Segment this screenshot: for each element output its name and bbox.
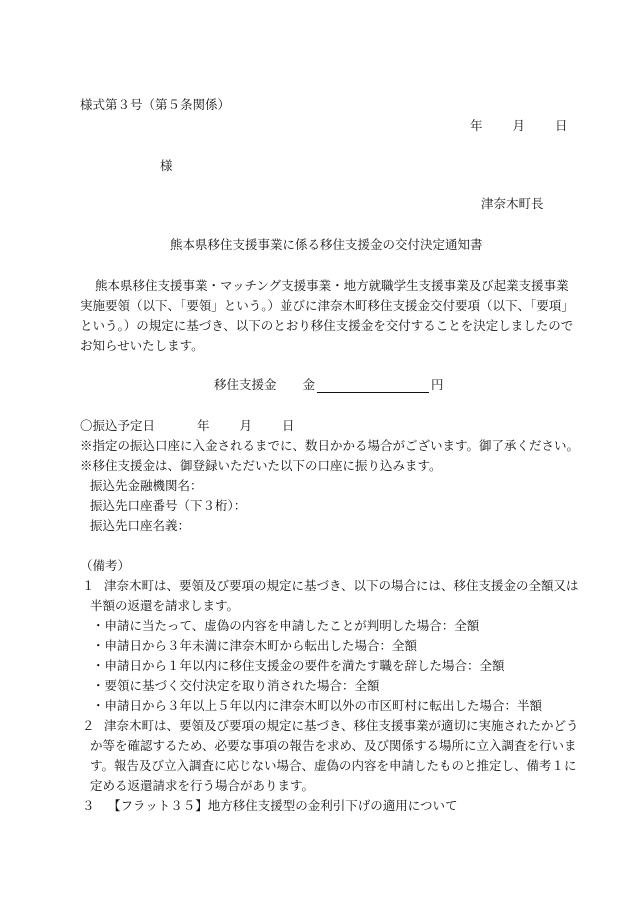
transfer-note: ※指定の振込口座に入金されるまでに、数日かかる場合がございます。御了承ください。 — [80, 438, 580, 453]
remark-text: す。報告及び立入調査に応じない場合、虚偽の内容を申請したものと推定し、備考１に — [90, 758, 577, 773]
remarks-heading: （備考） — [80, 558, 131, 573]
remark-text: 定める返還請求を行う場合があります。 — [90, 778, 315, 793]
date-day: 日 — [555, 118, 568, 133]
remark-text: 半額の返還を請求します。 — [90, 598, 240, 613]
body-line: 実施要領（以下、「要領」という。）並びに津奈木町移住支援金交付要項（以下、「要項」 — [80, 298, 574, 313]
date-month: 月 — [512, 118, 526, 133]
transfer-date-line — [80, 418, 295, 434]
body-line: 熊本県移住支援事業・マッチング支援事業・地方就職学生支援事業及び起業支援事業 — [95, 278, 569, 293]
document-title: 熊本県移住支援事業に係る移住支援金の交付決定通知書 — [170, 237, 483, 252]
amount-blank — [317, 378, 429, 393]
remark-bullet: ・申請日から３年以上５年以内に津奈木町以外の市区町村に転出した場合：半額 — [92, 698, 543, 713]
amount-prefix: 金 — [302, 377, 316, 392]
transfer-month: 月 — [239, 418, 253, 433]
remark-number: ３ — [82, 798, 95, 813]
transfer-year: 年 — [197, 418, 210, 433]
bank-name-label: 振込先金融機関名： — [90, 478, 203, 493]
remark-bullet: ・申請に当たって、虚偽の内容を申請したことが判明した場合：全額 — [92, 618, 480, 633]
transfer-day: 日 — [282, 418, 295, 433]
recipient-suffix: 様 — [160, 158, 173, 173]
remark-text: 津奈木町は、要領及び要項の規定に基づき、移住支援事業が適切に実施されたかどう — [104, 718, 579, 733]
date-year: 年 — [470, 118, 483, 133]
body-line: お知らせいたします。 — [80, 338, 204, 353]
remark-number: ２ — [82, 718, 95, 733]
form-label: 様式第３号（第５条関係） — [80, 97, 231, 112]
remark-bullet: ・申請日から１年以内に移住支援金の要件を満たす職を辞した場合：全額 — [92, 658, 505, 673]
amount-line — [214, 377, 444, 393]
transfer-note: ※移住支援金は、御登録いただいた以下の口座に振り込みます。 — [80, 458, 442, 473]
remark-text: 【フラット３５】地方移住支援型の金利引下げの適用について — [108, 798, 458, 813]
remark-bullet: ・要領に基づく交付決定を取り消された場合：全額 — [92, 678, 380, 693]
remark-number: １ — [82, 578, 95, 593]
date-line — [470, 118, 568, 134]
amount-label: 移住支援金 — [214, 377, 277, 392]
issuer: 津奈木町長 — [481, 196, 544, 211]
remark-text: か等を確認するため、必要な事項の報告を求め、及び関係する場所に立入調査を行いま — [90, 738, 577, 753]
transfer-label: 〇振込予定日 — [80, 418, 156, 433]
amount-unit: 円 — [431, 377, 444, 392]
account-name-label: 振込先口座名義： — [90, 518, 191, 533]
body-line: という。）の規定に基づき、以下のとおり移住支援金を交付することを決定しましたので — [80, 318, 574, 333]
remark-text: 津奈木町は、要領及び要項の規定に基づき、以下の場合には、移住支援金の全額又は — [104, 578, 579, 593]
account-number-label: 振込先口座番号（下３桁）： — [90, 498, 247, 513]
remark-bullet: ・申請日から３年未満に津奈木町から転出した場合：全額 — [92, 638, 418, 653]
